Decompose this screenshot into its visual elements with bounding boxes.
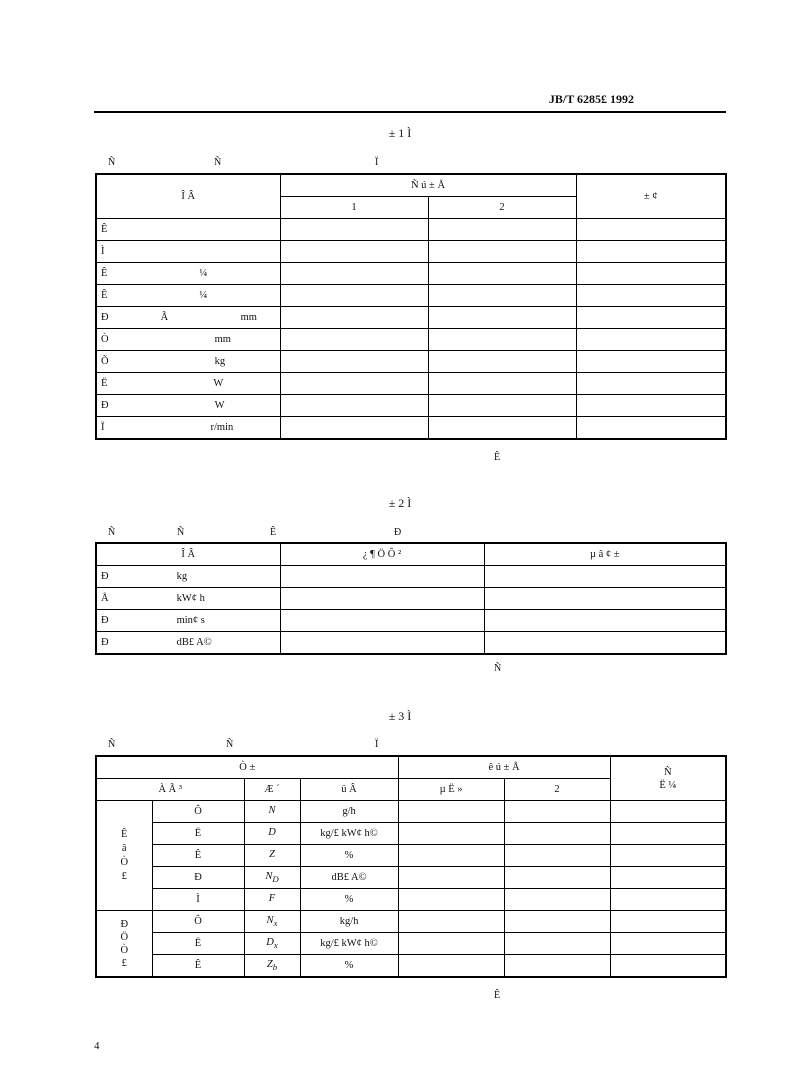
table-row xyxy=(96,395,726,417)
standard-code: JB/T 6285£ 1992 xyxy=(548,92,634,106)
table-row xyxy=(96,263,726,285)
table2-footnote: Ñ xyxy=(494,663,502,674)
table-row xyxy=(96,632,726,655)
table-row: Ë D kg/£ kW¢ h© xyxy=(96,823,726,845)
table-row: Ê $Z_b$ % xyxy=(96,955,726,978)
table-row xyxy=(96,588,726,610)
row-label: Ë W xyxy=(96,373,280,395)
table3-sub-1: À Ã ³ xyxy=(96,779,244,801)
table1-meta-1: Ñ xyxy=(108,157,116,168)
table1-caption: ± 1 Ì xyxy=(388,126,412,140)
table2-meta-1: Ñ xyxy=(108,527,116,538)
table-row: Ë $D_x$ kg/£ kW¢ h© xyxy=(96,933,726,955)
table2-meta-3: Ê xyxy=(270,527,277,538)
table-row xyxy=(96,566,726,588)
table3-sub-3: ü Â xyxy=(300,779,398,801)
table3-meta-1: Ñ xyxy=(108,739,116,750)
table2-caption: ± 2 Ì xyxy=(388,496,412,510)
table-row xyxy=(96,610,726,632)
header-rule xyxy=(94,111,726,113)
page-number: 4 xyxy=(94,1040,100,1052)
table3-caption: ± 3 Ì xyxy=(388,709,412,723)
row-label: Å kW¢ h xyxy=(96,588,280,610)
table-row xyxy=(96,329,726,351)
table-row: Ð Ö Ò £ Ô $N_x$ kg/h xyxy=(96,911,726,933)
table3-head-group2: ê ú ± Å xyxy=(398,756,610,779)
table-row xyxy=(96,307,726,329)
table2-head-item: Î Â xyxy=(96,543,280,566)
row-label: Ò mm xyxy=(96,329,280,351)
table3 xyxy=(95,755,727,978)
table3-sub-2: Æ ´ xyxy=(244,779,300,801)
table-row: Ê Z % xyxy=(96,845,726,867)
table3-meta-2: Ñ xyxy=(226,739,234,750)
table-row xyxy=(96,417,726,440)
table1 xyxy=(95,173,727,440)
table1-head-item: Î Â xyxy=(96,174,280,219)
table2 xyxy=(95,542,727,655)
row-label: Ð kg xyxy=(96,566,280,588)
row-label: Ï r/min xyxy=(96,417,280,440)
row-label: Õ kg xyxy=(96,351,280,373)
table1-meta-3: Ï xyxy=(375,157,379,168)
group-label-2: Ð Ö Ò £ xyxy=(96,911,152,978)
table-row xyxy=(96,373,726,395)
table-row: Ì F % xyxy=(96,889,726,911)
row-label: Ð Ã mm xyxy=(96,307,280,329)
row-label: Ð dB£ A© xyxy=(96,632,280,655)
table1-head-remark: ± ¢ xyxy=(576,174,726,219)
table1-footnote: Ê xyxy=(494,452,501,463)
table1-meta-2: Ñ xyxy=(214,157,222,168)
row-label: Ð W xyxy=(96,395,280,417)
row-label: Ì xyxy=(96,241,280,263)
row-label: Ê xyxy=(96,219,280,241)
table3-head-remark: Ñ Ë ¼ xyxy=(610,756,726,801)
table2-meta-4: Ð xyxy=(394,527,402,538)
table3-meta-3: Ï xyxy=(375,739,379,750)
table3-sub-5: 2 xyxy=(504,779,610,801)
table1-head-group: Ñ ú ± Å xyxy=(280,174,576,197)
table1-head-col1: 1 xyxy=(280,197,428,219)
table-row: Ð $N_D$ dB£ A© xyxy=(96,867,726,889)
table2-head-col2: µ â ¢ ± xyxy=(484,543,726,566)
table-row: Ê â Ò £ Ô N g/h xyxy=(96,801,726,823)
table-row xyxy=(96,241,726,263)
table1-head-col2: 2 xyxy=(428,197,576,219)
table2-head-col1: ¿ ¶ Ö Ô ² xyxy=(280,543,484,566)
table3-head-group1: Ò ± xyxy=(96,756,398,779)
table2-meta-2: Ñ xyxy=(177,527,185,538)
row-label: Ê ¼ xyxy=(96,263,280,285)
table-row xyxy=(96,351,726,373)
table3-sub-4: µ Ë » xyxy=(398,779,504,801)
group-label-1: Ê â Ò £ xyxy=(96,801,152,911)
table-row xyxy=(96,219,726,241)
table-row xyxy=(96,285,726,307)
row-label: Ð min¢ s xyxy=(96,610,280,632)
table3-footnote: Ê xyxy=(494,990,501,1001)
row-label: Ê ¼ xyxy=(96,285,280,307)
